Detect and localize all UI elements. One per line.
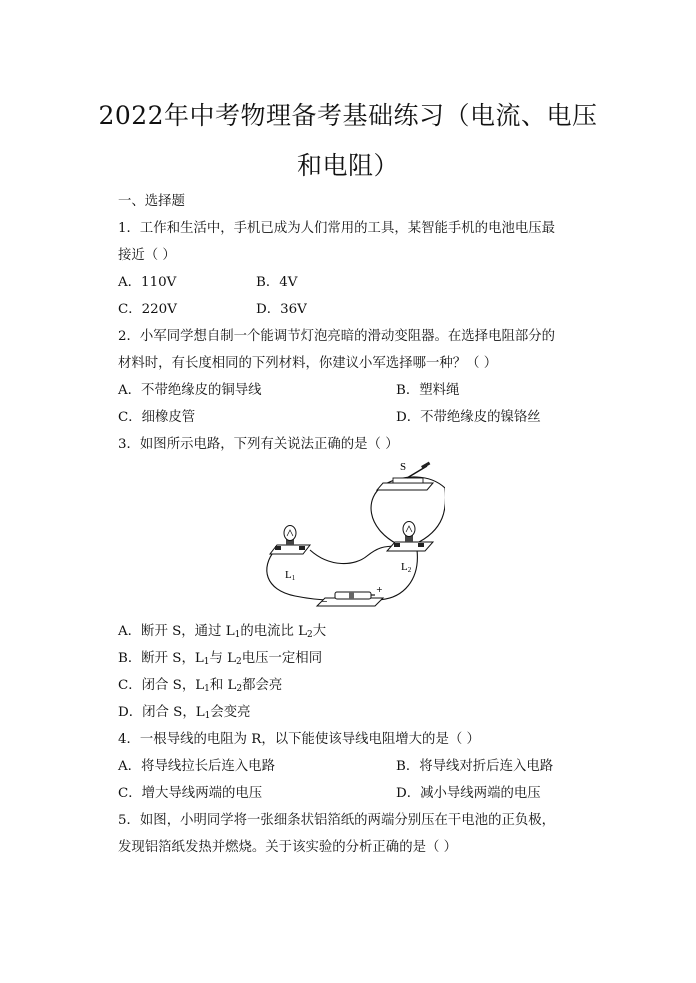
page-title-line-2: 和电阻）	[296, 151, 399, 180]
lamp-l1-subscript: 1	[291, 574, 296, 582]
q3-b-sub-1: 1	[203, 657, 210, 667]
q3-a-sub-1: 1	[234, 630, 241, 640]
q3-c-text-2: 和 L	[209, 678, 237, 693]
q4-option-d: D．减小导线两端的电压	[396, 786, 541, 801]
q3-a-text-1: A．断开 S，通过 L	[118, 624, 235, 639]
q3-d-text-2: 会变亮	[210, 705, 251, 720]
q3-a-text-3: 大	[312, 624, 327, 639]
q3-option-d	[118, 704, 251, 725]
switch-label: S	[400, 461, 407, 473]
q1-option-c: C．220V	[118, 302, 177, 317]
q4-stem: 4．一根导线的电阻为 R，以下能使该导线电阻增大的是（ ）	[118, 732, 480, 747]
q3-b-text-3: 电压一定相同	[241, 651, 323, 666]
q3-d-sub-1: 1	[204, 711, 211, 721]
q1-option-b: B．4V	[256, 275, 298, 290]
q2-option-d: D．不带绝缘皮的镍铬丝	[396, 410, 541, 425]
q3-c-text-1: C．闭合 S，L	[118, 678, 205, 693]
q2-option-c: C．细橡皮管	[118, 410, 196, 425]
q5-stem-line1: 5．如图，小明同学将一张细条状铝箔纸的两端分别压在干电池的正负极，	[118, 813, 556, 828]
q4-option-b: B．将导线对折后连入电路	[396, 759, 554, 774]
q3-a-sub-2: 2	[307, 630, 313, 640]
q4-option-c: C．增大导线两端的电压	[118, 786, 263, 801]
page-title-line-1: 2022年中考物理备考基础练习（电流、电压	[98, 101, 598, 130]
svg-text:+: +	[376, 585, 383, 594]
battery-holder	[317, 585, 383, 606]
l1-l2-wire	[310, 546, 397, 564]
q3-option-a	[118, 623, 326, 644]
q3-option-c	[118, 677, 282, 698]
lamp-l1	[270, 526, 310, 555]
lamp-l1-letter: L	[285, 569, 292, 581]
q3-b-text-2: 与 L	[209, 651, 237, 666]
lamp-l2	[387, 522, 433, 552]
lamp-l1-label	[285, 569, 296, 582]
q3-c-text-3: 都会亮	[242, 678, 283, 693]
q3-b-text-1: B．断开 S，L	[118, 651, 204, 666]
lamp-l2-letter: L	[401, 561, 408, 573]
svg-text:−: −	[321, 597, 328, 606]
q5-stem-line2: 发现铝箔纸发热并燃烧。关于该实验的分析正确的是（ ）	[118, 840, 458, 855]
q3-a-text-2: 的电流比 L	[240, 624, 308, 639]
q3-stem: 3．如图所示电路，下列有关说法正确的是（ ）	[118, 437, 399, 452]
q1-option-a: A．110V	[118, 275, 177, 290]
q1-stem-line1: 1．工作和生活中，手机已成为人们常用的工具，某智能手机的电池电压最	[118, 221, 556, 236]
q3-d-text-1: D．闭合 S，L	[118, 705, 205, 720]
q2-stem-line2: 材料时，有长度相同的下列材料，你建议小军选择哪一种？（ ）	[118, 356, 498, 371]
circuit-diagram	[255, 458, 445, 610]
q1-stem-line2: 接近（ ）	[118, 248, 176, 263]
lamp-l2-label	[401, 561, 412, 574]
q1-option-d: D．36V	[256, 302, 307, 317]
q4-option-a: A．将导线拉长后连入电路	[118, 759, 275, 774]
q2-stem-line1: 2．小军同学想自制一个能调节灯泡亮暗的滑动变阻器。在选择电阻部分的	[118, 329, 556, 344]
q3-b-sub-2: 2	[236, 657, 242, 667]
q3-c-sub-1: 1	[204, 684, 210, 694]
section-heading: 一、选择题	[118, 194, 185, 209]
lamp-l2-subscript: 2	[407, 566, 412, 574]
q2-option-b: B．塑料绳	[396, 383, 460, 398]
q2-option-a: A．不带绝缘皮的铜导线	[118, 383, 262, 398]
q3-option-b	[118, 650, 322, 671]
q3-c-sub-2: 2	[236, 684, 243, 694]
